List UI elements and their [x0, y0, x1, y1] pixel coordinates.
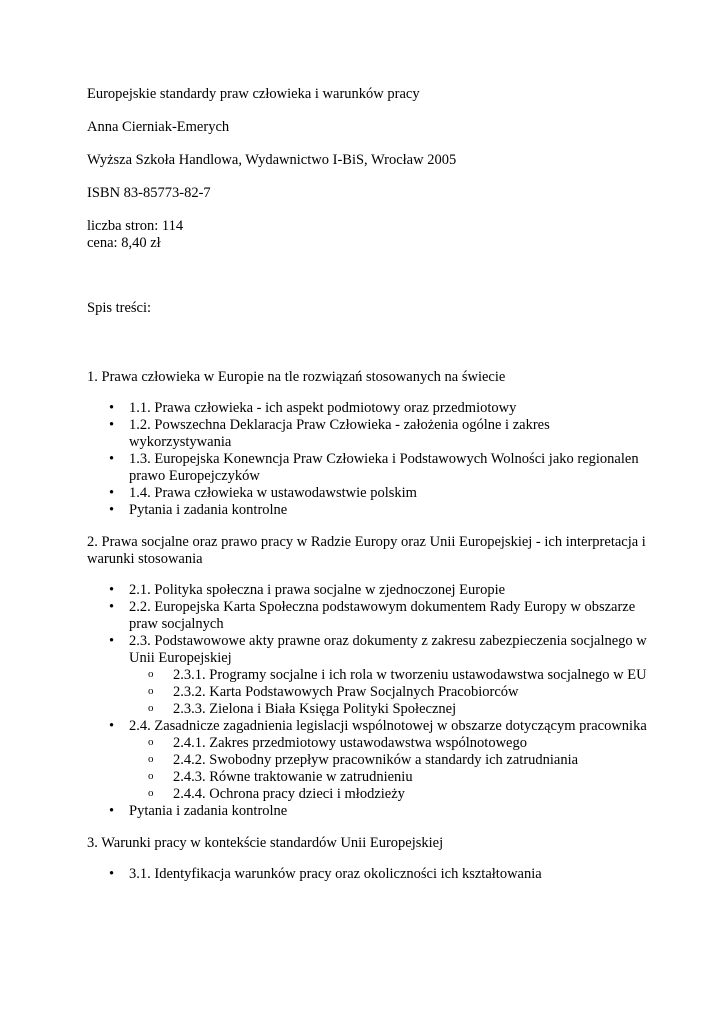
book-title: Europejskie standardy praw człowieka i warunków pracy: [87, 86, 420, 102]
document-body: [87, 86, 647, 898]
list-item: • 2.2. Europejska Karta Społeczna podstawowym dokumentem Rady Europy w obszarze praw socjalnych: [87, 599, 647, 633]
list-item: • 2.3. Podstawowowe akty prawne oraz dokumenty z zakresu zabezpieczenia socjalnego w Unii Europejskiej o 2.3.1. Programy socjalne i ich rola w tworzeniu ustawodawstwa socjalnego w EU o 2.3.2. Karta Podstawowych Praw Socjalnych Pracobiorców o 2.3.3. Zielona i Biała Księga Polityki Społecznej: [87, 633, 647, 718]
list-item: • 1.2. Powszechna Deklaracja Praw Człowieka - założenia ogólne i zakres wykorzystywania: [87, 417, 647, 451]
sub-list-item: o 2.4.1. Zakres przedmiotowy ustawodawstwa wspólnotowego: [87, 735, 647, 752]
sub-list-item: o 2.3.3. Zielona i Biała Księga Polityki Społecznej: [87, 701, 647, 718]
chapter-items: [87, 582, 647, 820]
book-price: cena: 8,40 zł: [87, 235, 161, 251]
chapter-title: 3. Warunki pracy w kontekście standardów Unii Europejskiej: [87, 835, 444, 851]
sub-list: [129, 667, 647, 718]
chapter-items: [87, 400, 647, 519]
list-item: • Pytania i zadania kontrolne: [87, 502, 647, 519]
chapter-title: 2. Prawa socjalne oraz prawo pracy w Radzie Europy oraz Unii Europejskiej - ich interpretacja i warunki stosowania: [87, 534, 646, 567]
toc-heading: Spis treści:: [87, 300, 152, 316]
list-item: • 1.4. Prawa człowieka w ustawodawstwie polskim: [87, 485, 647, 502]
list-item: • 1.1. Prawa człowieka - ich aspekt podmiotowy oraz przedmiotowy: [87, 400, 647, 417]
book-publisher: Wyższa Szkoła Handlowa, Wydawnictwo I-BiS, Wrocław 2005: [87, 152, 457, 168]
sub-list-item: o 2.4.3. Równe traktowanie w zatrudnieniu: [87, 769, 647, 786]
list-item: • 2.4. Zasadnicze zagadnienia legislacji wspólnotowej w obszarze dotyczącym pracownika o 2.4.1. Zakres przedmiotowy ustawodawstwa wspólnotowego o 2.4.2. Swobodny przepływ pracowników a standardy ich zatrudniania o 2.4.3. Równe traktowanie w zatrudnieniu o 2.4.4. Ochrona pracy dzieci i młodzieży: [87, 718, 647, 803]
sub-list-item: o 2.3.2. Karta Podstawowych Praw Socjalnych Pracobiorców: [87, 684, 647, 701]
sub-list-item: o 2.4.4. Ochrona pracy dzieci i młodzieży: [87, 786, 647, 803]
chapter-items: [87, 866, 647, 883]
book-pages: liczba stron: 114: [87, 218, 184, 234]
list-item: • 2.1. Polityka społeczna i prawa socjalne w zjednoczonej Europie: [87, 582, 647, 599]
list-item: • 3.1. Identyfikacja warunków pracy oraz okoliczności ich kształtowania: [87, 866, 647, 883]
list-item: • Pytania i zadania kontrolne: [87, 803, 647, 820]
book-isbn: ISBN 83-85773-82-7: [87, 185, 211, 201]
book-author: Anna Cierniak-Emerych: [87, 119, 230, 135]
sub-list-item: o 2.4.2. Swobodny przepływ pracowników a standardy ich zatrudniania: [87, 752, 647, 769]
sub-list: [129, 735, 647, 803]
sub-list-item: o 2.3.1. Programy socjalne i ich rola w tworzeniu ustawodawstwa socjalnego w EU: [87, 667, 647, 684]
list-item: • 1.3. Europejska Konewncja Praw Człowieka i Podstawowych Wolności jako regionalen prawo Europejczyków: [87, 451, 647, 485]
chapter-title: 1. Prawa człowieka w Europie na tle rozwiązań stosowanych na świecie: [87, 369, 506, 385]
